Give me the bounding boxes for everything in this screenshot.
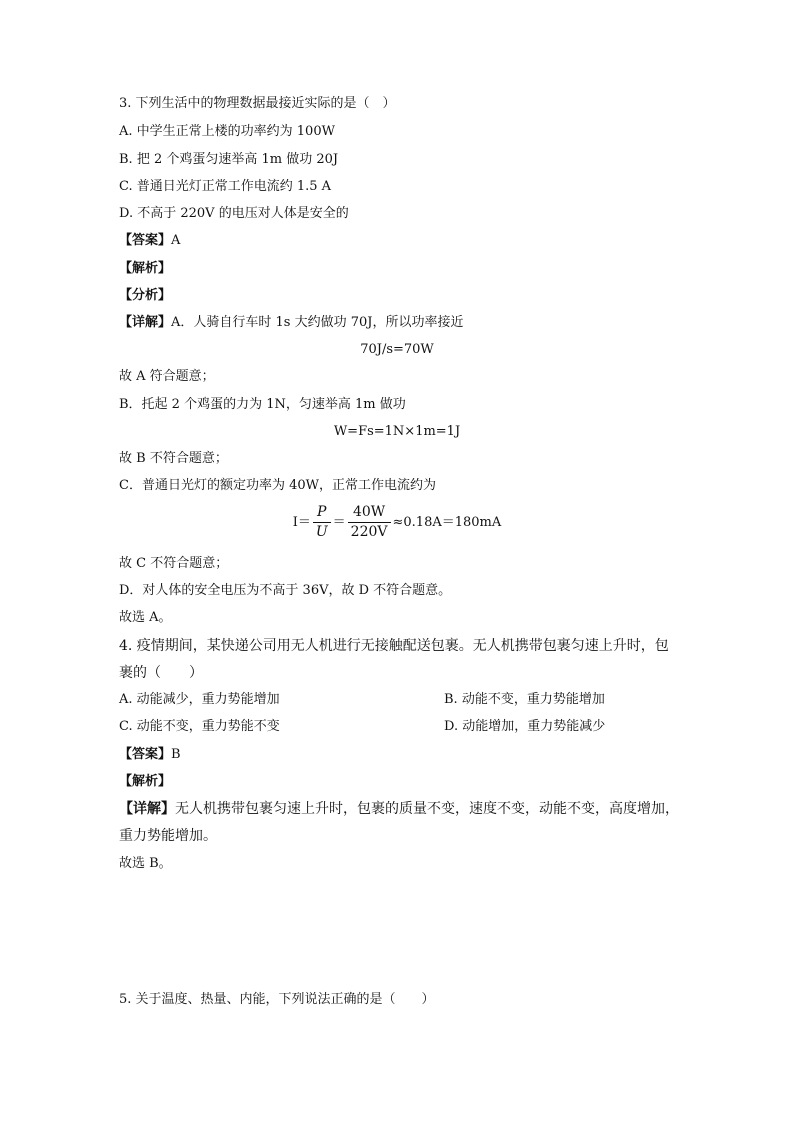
q3-detail-c: C．普通日光灯的额定功率为 40W，正常工作电流约为 — [119, 478, 436, 493]
q4-detail-line1 — [119, 801, 679, 817]
q3-detail-d: D．对人体的安全电压为不高于 36V，故 D 不符合题意。 — [119, 583, 452, 598]
q3-final: 故选 A。 — [119, 610, 172, 625]
fraction-numerator: 40W — [348, 504, 391, 523]
analysis-tag: 【解析】 — [119, 774, 172, 789]
answer-value: B — [171, 747, 181, 762]
fraction-numerator: P — [313, 504, 331, 523]
q4-final: 故选 B。 — [119, 856, 172, 871]
q3-option-a: A. 中学生正常上楼的功率约为 100W — [119, 124, 335, 139]
answer-value: A — [171, 233, 181, 248]
conclusion-b: 故 B 不符合题意； — [119, 451, 228, 466]
fraction-40w-over-220v — [348, 504, 391, 541]
formula-b: W=Fs=1N×1m=1J — [333, 424, 461, 439]
fraction-p-over-u — [313, 504, 331, 541]
fraction-denominator: U — [315, 524, 328, 540]
formula-c-lhs: I＝ — [292, 515, 311, 530]
q3-option-d: D. 不高于 220V 的电压对人体是安全的 — [119, 206, 349, 221]
q4-option-c: C. 动能不变，重力势能不变 — [119, 719, 280, 734]
q3-option-b: B. 把 2 个鸡蛋匀速举高 1m 做功 20J — [119, 152, 339, 167]
formula-a: 70J/s=70W — [360, 342, 434, 357]
formula-c — [119, 504, 675, 542]
q4-option-b: B. 动能不变，重力势能增加 — [444, 692, 605, 707]
conclusion-a: 故 A 符合题意； — [119, 369, 215, 384]
q5-stem: 5. 关于温度、热量、内能，下列说法正确的是（ ） — [119, 992, 435, 1007]
q3-stem: 3. 下列生活中的物理数据最接近实际的是（ ） — [119, 96, 396, 111]
q4-option-d: D. 动能增加，重力势能减少 — [444, 719, 606, 734]
conclusion-c: 故 C 不符合题意； — [119, 556, 229, 571]
detail-tag: 【详解】 — [119, 801, 175, 817]
analysis-tag: 【解析】 — [119, 261, 172, 276]
q4-option-a: A. 动能减少，重力势能增加 — [119, 692, 280, 707]
q4-detail-line2: 重力势能增加。 — [119, 828, 217, 844]
q4-stem-line1: 4. 疫情期间，某快递公司用无人机进行无接触配送包裹。无人机携带包裹匀速上升时，包 — [119, 638, 669, 654]
answer-tag: 【答案】 — [119, 233, 172, 248]
detail-tag: 【详解】 — [119, 315, 172, 330]
q3-detail-a — [119, 315, 464, 331]
q4-answer-line — [119, 747, 181, 763]
detail-text: A．人骑自行车时 1s 大约做功 70J，所以功率接近 — [171, 315, 464, 330]
q3-option-c: C. 普通日光灯正常工作电流约 1.5 A — [119, 179, 332, 194]
formula-c-eq: ＝ — [332, 515, 346, 530]
q4-stem-line2: 裹的（ ） — [119, 665, 203, 681]
answer-tag: 【答案】 — [119, 747, 172, 762]
fraction-denominator: 220V — [350, 524, 388, 540]
formula-c-rhs: ≈0.18A＝180mA — [392, 515, 502, 530]
detail-text: 无人机携带包裹匀速上升时，包裹的质量不变，速度不变，动能不变，高度增加， — [175, 801, 679, 817]
q3-detail-b: B．托起 2 个鸡蛋的力为 1N，匀速举高 1m 做功 — [119, 397, 406, 412]
fenxi-tag: 【分析】 — [119, 288, 172, 303]
q3-answer-line — [119, 233, 180, 249]
